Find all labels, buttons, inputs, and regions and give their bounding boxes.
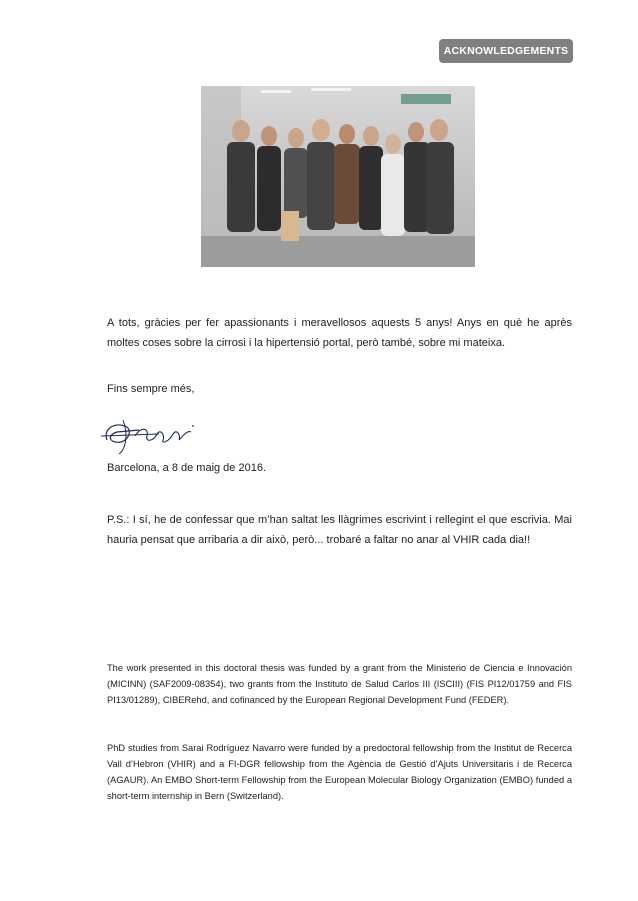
place-date: Barcelona, a 8 de maig de 2016. (107, 462, 267, 474)
signature (99, 406, 209, 458)
funding-paragraph-2: PhD studies from Sarai Rodríguez Navarro were funded by a predoctoral fellowship from the Institut de Recerca Vall d’Hebron (VHIR) and a FI-DGR fellowship from the Agència de Gestió d’Ajuts Universitaris i de Recerca (AGAUR). An EMBO Short-term Fellowship from the European Molecular Biology Organization (EMBO) funded a short-term internship in Bern (Switzerland). (107, 743, 572, 801)
section-label: ACKNOWLEDGEMENTS (443, 45, 569, 57)
group-photo (201, 86, 475, 267)
section-badge (439, 39, 573, 63)
signature-drawing (99, 406, 209, 458)
funding-paragraph-1: The work presented in this doctoral thesis was funded by a grant from the Ministerio de Ciencia e Innovación (MICINN) (SAF2009-08354), two grants from the Instituto de Salud Carlos III (ISCIII) (FIS PI12/01759 and FIS PI13/01289), CIBERehd, and cofinanced by the European Regional Development Fund (FEDER). (107, 663, 572, 705)
postscript-paragraph: P.S.: I sí, he de confessar que m’han saltat les llàgrimes escrivint i rellegint el que escrivia. Mai hauria pensat que arribaria a dir això, però... trobaré a faltar no anar al VHIR cada dia!! (107, 514, 572, 546)
group-photo-illustration (201, 86, 475, 267)
thanks-paragraph: A tots, gràcies per fer apassionants i meravellosos aquests 5 anys! Anys en què he après moltes coses sobre la cirrosi i la hipertensió portal, però també, sobre mi mateixa. (107, 317, 572, 349)
closing-line: Fins sempre més, (107, 383, 195, 395)
